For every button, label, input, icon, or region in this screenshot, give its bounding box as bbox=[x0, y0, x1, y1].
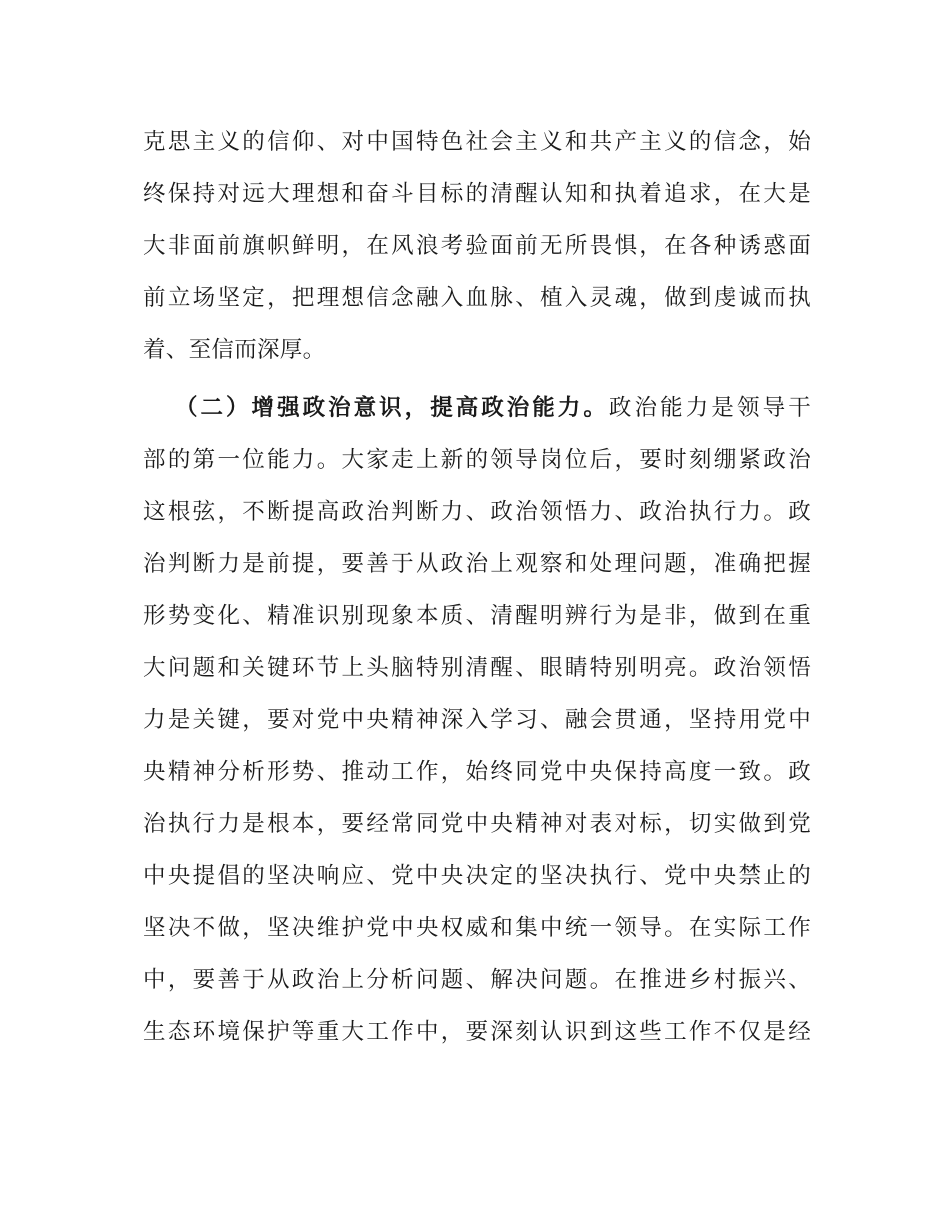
text-line: 中央提倡的坚决响应、党中央决定的坚决执行、党中央禁止的 bbox=[143, 863, 811, 889]
paragraph-ideals-faith bbox=[143, 116, 811, 376]
paragraph-political-ability bbox=[143, 382, 811, 1058]
text-line: 治判断力是前提，要善于从政治上观察和处理问题，准确把握 bbox=[143, 551, 811, 577]
text-line: 中，要善于从政治上分析问题、解决问题。在推进乡村振兴、 bbox=[143, 967, 811, 993]
text-line: 克思主义的信仰、对中国特色社会主义和共产主义的信念，始 bbox=[143, 129, 811, 155]
text-line: 治执行力是根本，要经常同党中央精神对表对标，切实做到党 bbox=[143, 811, 811, 837]
text-line: 形势变化、精准识别现象本质、清醒明辨行为是非，做到在重 bbox=[143, 603, 811, 629]
text-line: 力是关键，要对党中央精神深入学习、融会贯通，坚持用党中 bbox=[143, 707, 811, 733]
text-line: 大非面前旗帜鲜明，在风浪考验面前无所畏惧，在各种诱惑面 bbox=[143, 233, 811, 259]
text-line: 坚决不做，坚决维护党中央权威和集中统一领导。在实际工作 bbox=[143, 915, 811, 941]
text-line: 生态环境保护等重大工作中，要深刻认识到这些工作不仅是经 bbox=[143, 1019, 811, 1045]
text-line: 终保持对远大理想和奋斗目标的清醒认知和执着追求，在大是 bbox=[143, 181, 811, 207]
text-line: 前立场坚定，把理想信念融入血脉、植入灵魂，做到虔诚而执 bbox=[143, 285, 811, 311]
text-line-with-heading bbox=[143, 382, 811, 434]
text-line: 着、至信而深厚。 bbox=[143, 337, 326, 363]
text-line: 大问题和关键环节上头脑特别清醒、眼睛特别明亮。政治领悟 bbox=[143, 655, 811, 681]
section-heading: （二）增强政治意识，提高政治能力。 bbox=[175, 395, 609, 421]
text-line: 部的第一位能力。大家走上新的领导岗位后，要时刻绷紧政治 bbox=[143, 447, 811, 473]
text-line: 央精神分析形势、推动工作，始终同党中央保持高度一致。政 bbox=[143, 759, 811, 785]
heading-line-rest: 政治能力是领导干 bbox=[608, 395, 812, 421]
text-line: 这根弦，不断提高政治判断力、政治领悟力、政治执行力。政 bbox=[143, 499, 811, 525]
